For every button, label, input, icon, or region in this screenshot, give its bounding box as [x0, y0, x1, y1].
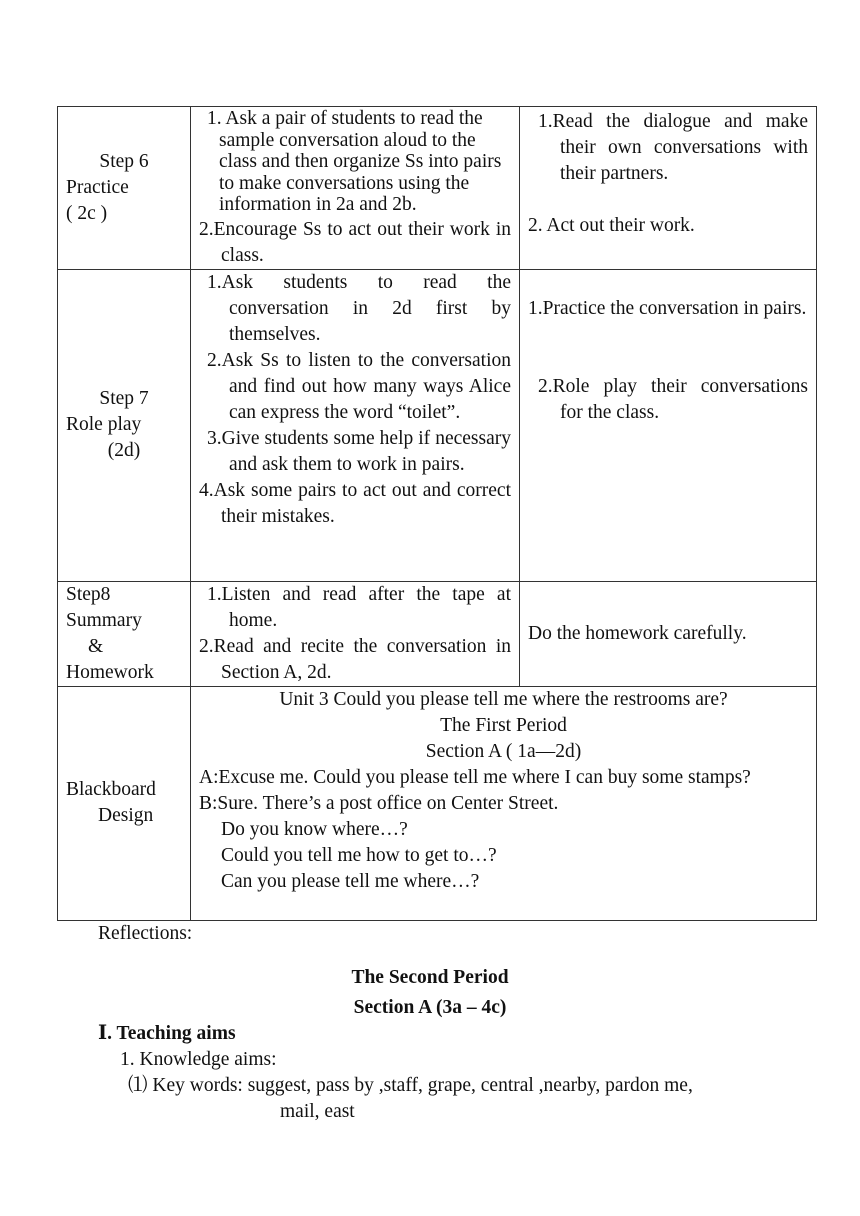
blackboard-title: Unit 3 Could you please tell me where the restrooms are?	[279, 688, 728, 710]
step6-student-cell	[520, 107, 817, 270]
step8-label-cell	[58, 581, 191, 686]
step8-label-line: Summary	[66, 609, 142, 631]
step6-label-line: Practice	[66, 176, 129, 198]
step8-label-line: &	[88, 635, 104, 657]
blackboard-content-cell	[191, 686, 817, 920]
step8-teacher-cell	[191, 581, 520, 686]
step6-student-item: 1.Read the dialogue and make their own conversations with their partners.	[538, 111, 808, 184]
table-row-step7	[58, 269, 817, 581]
step7-teacher-item: 4.Ask some pairs to act out and correct their mistakes.	[199, 479, 511, 527]
second-period-title: The Second Period	[351, 967, 509, 988]
step6-label-line: ( 2c )	[66, 202, 108, 224]
blackboard-phrase: Can you please tell me where…?	[221, 870, 480, 892]
step8-teacher-item: 1.Listen and read after the tape at home.	[207, 583, 511, 631]
table-row-step8	[58, 581, 817, 686]
table-row-blackboard	[58, 686, 817, 920]
key-words-continuation: mail, east	[280, 1101, 355, 1122]
blackboard-label-line: Design	[98, 805, 154, 826]
blackboard-section: Section A ( 1a—2d)	[425, 740, 582, 762]
step7-label-line: Step 7	[99, 388, 149, 409]
key-words-number: ⑴	[128, 1075, 148, 1096]
step7-teacher-cell	[191, 269, 520, 581]
step6-student-item: 2. Act out their work.	[528, 215, 695, 236]
step7-teacher-item: 2.Ask Ss to listen to the conversation and find out how many ways Alice can express the word “toilet”.	[207, 349, 511, 423]
step8-label-line: Step8	[66, 583, 111, 605]
step6-teacher-cell	[191, 107, 520, 270]
lesson-plan-table	[57, 106, 817, 921]
step7-student-cell	[520, 269, 817, 581]
key-words-text: Key words: suggest, pass by ,staff, grape, central ,nearby, pardon me,	[152, 1075, 693, 1096]
teaching-aims-heading	[98, 1021, 236, 1047]
blackboard-line-a: A:Excuse me. Could you please tell me where I can buy some stamps?	[199, 766, 751, 788]
step7-label-cell	[58, 269, 191, 581]
step7-teacher-item: 1.Ask students to read the conversation in 2d first by themselves.	[207, 271, 511, 345]
step6-label-line: Step 6	[99, 150, 149, 172]
blackboard-line-b: B:Sure. There’s a post office on Center Street.	[199, 792, 559, 814]
step7-teacher-item: 3.Give students some help if necessary and ask them to work in pairs.	[207, 427, 511, 475]
second-period-section: Section A (3a – 4c)	[353, 997, 507, 1018]
blackboard-label-line: Blackboard	[66, 779, 156, 800]
step8-label-line: Homework	[66, 661, 154, 683]
step7-student-item: 2.Role play their conversations for the class.	[538, 375, 808, 423]
step7-label-line: (2d)	[107, 440, 141, 461]
step7-label-line: Role play	[66, 414, 142, 435]
table-row-step6	[58, 107, 817, 270]
blackboard-period: The First Period	[440, 714, 567, 736]
blackboard-phrase: Could you tell me how to get to…?	[221, 844, 497, 866]
step6-label-cell	[58, 107, 191, 270]
heading-number: Ⅰ.	[98, 1023, 112, 1044]
key-words-line	[128, 1073, 693, 1099]
step7-student-item: 1.Practice the conversation in pairs.	[528, 297, 807, 319]
knowledge-aims-label: 1. Knowledge aims:	[120, 1049, 277, 1070]
step6-teacher-item: 2.Encourage Ss to act out their work in class.	[199, 218, 511, 266]
step8-student-cell	[520, 581, 817, 686]
step8-teacher-item: 2.Read and recite the conversation in Section A, 2d.	[199, 635, 511, 683]
heading-text: Teaching aims	[116, 1023, 236, 1044]
blackboard-label-cell	[58, 686, 191, 920]
blackboard-phrase: Do you know where…?	[221, 818, 408, 840]
step6-teacher-item: 1. Ask a pair of students to read the sample conversation aloud to the class and then organize Ss into pairs to make conversations using the information in 2a and 2b.	[207, 108, 502, 215]
reflections-label: Reflections:	[98, 923, 193, 944]
step8-student-text: Do the homework carefully.	[528, 622, 747, 644]
